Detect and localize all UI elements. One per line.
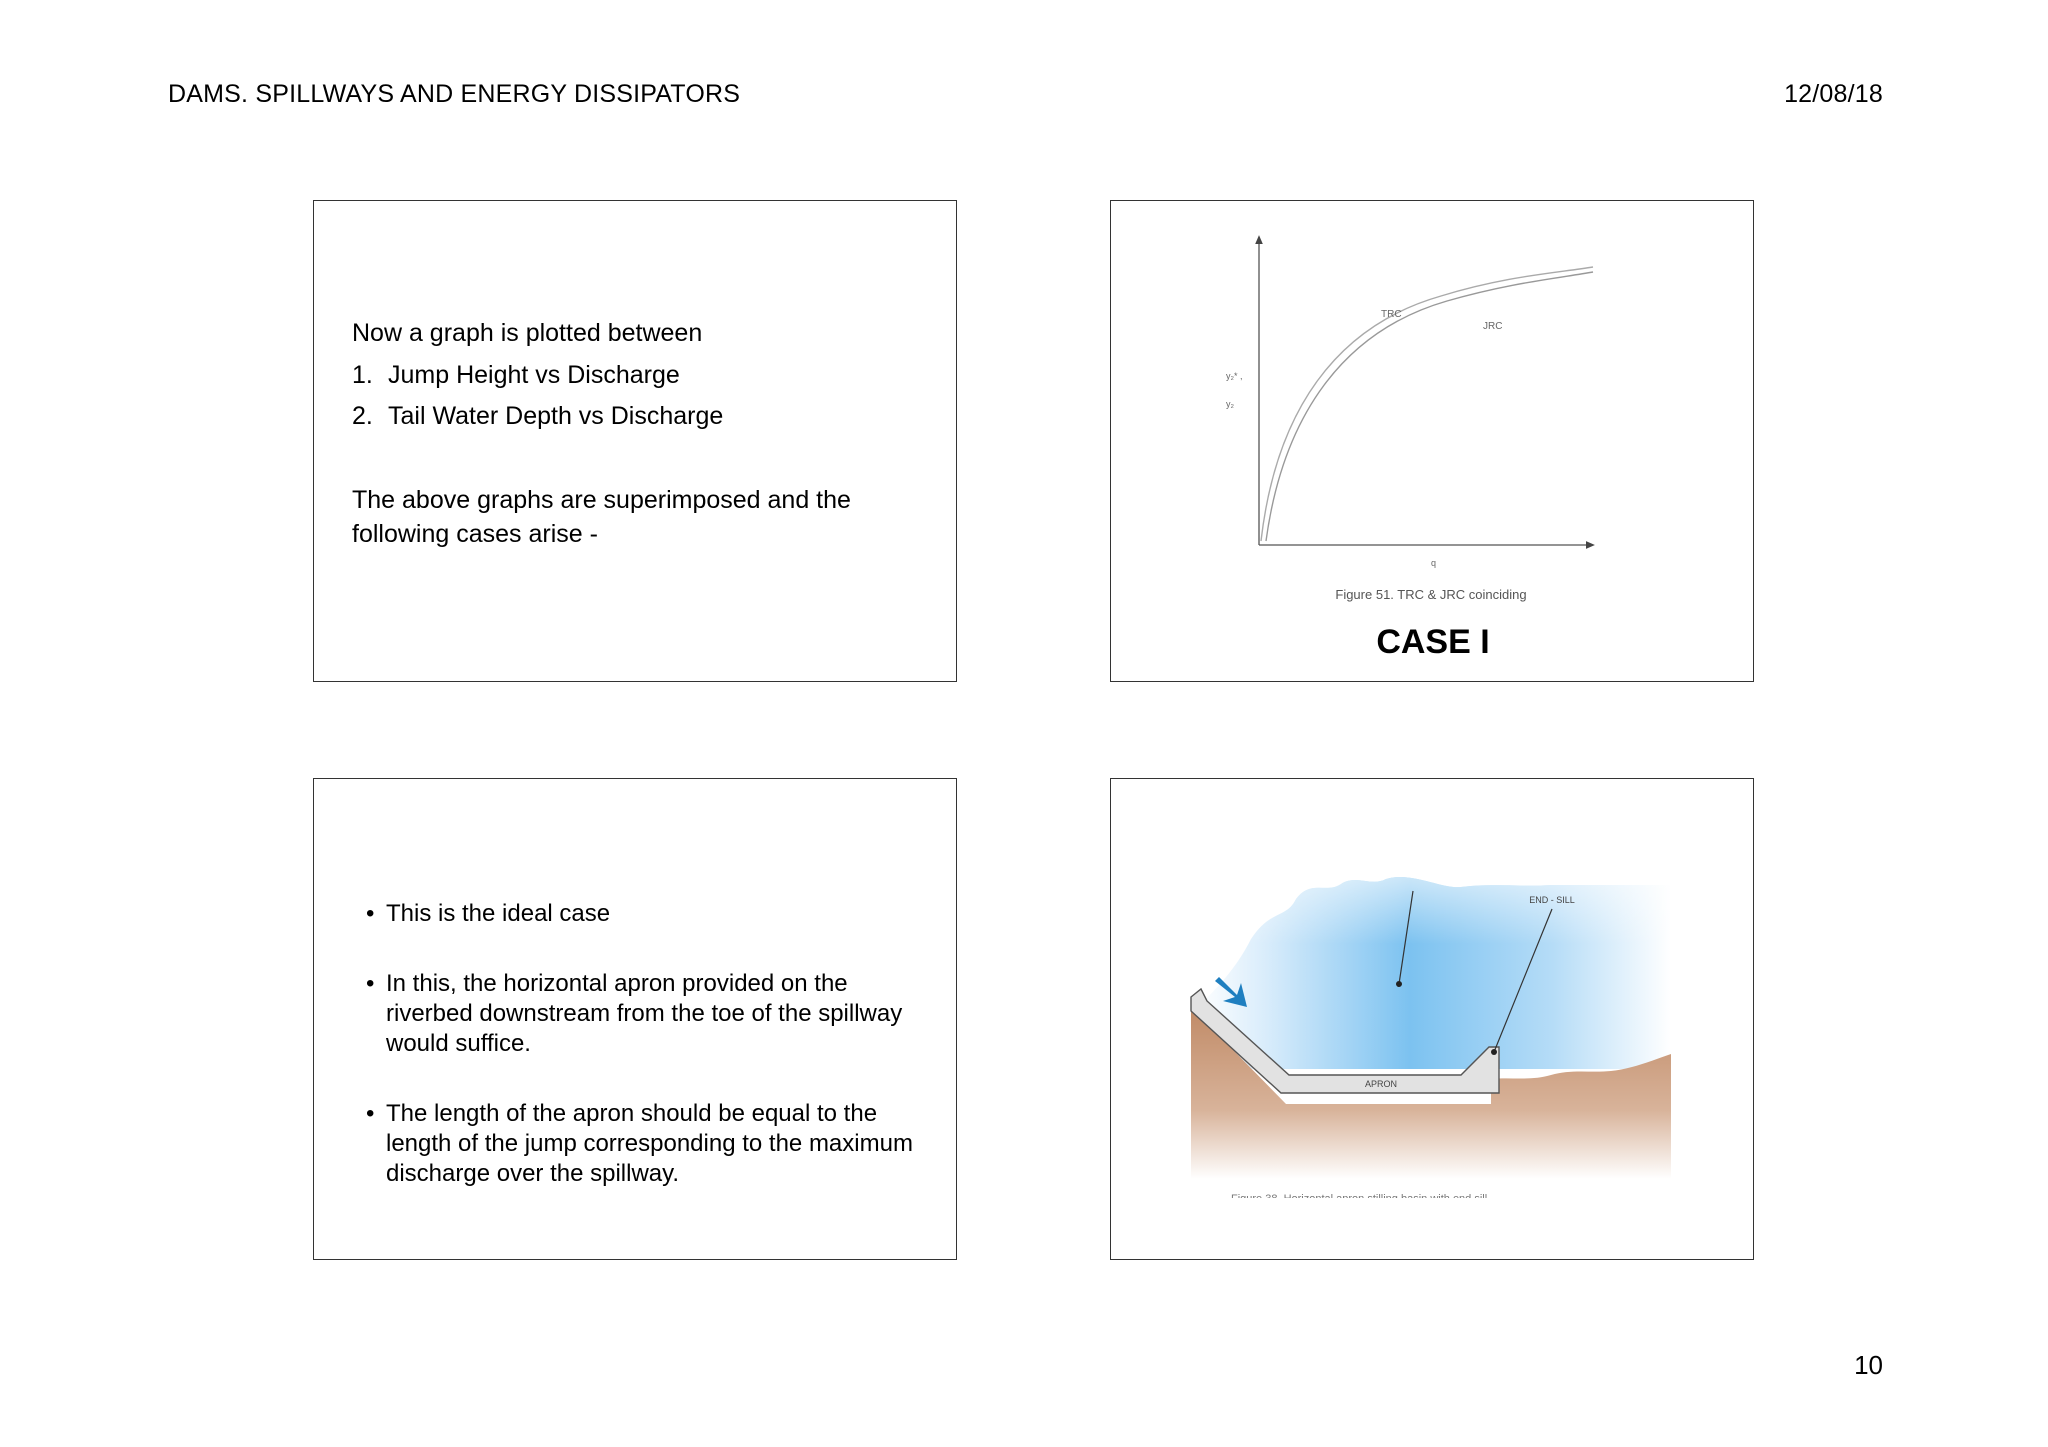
trc-label: TRC: [1381, 309, 1402, 320]
end-sill-leader-dot: [1491, 1049, 1497, 1055]
bullet-item: • This is the ideal case: [366, 900, 611, 927]
end-sill-label: END - SILL: [1529, 895, 1575, 905]
page-number: 10: [1854, 1350, 1883, 1380]
stilling-basin-illustration: [1111, 779, 1754, 1260]
figure-caption: Figure 38. Horizontal apron stilling basin with end sill: [1231, 1193, 1488, 1205]
document-date: 12/08/18: [1784, 80, 1883, 108]
document-title: DAMS. SPILLWAYS AND ENERGY DISSIPATORS: [168, 80, 741, 108]
apron-label: APRON: [1364, 1079, 1398, 1089]
bullet-item: • In this, the horizontal apron provided on the riverbed downstream from the toe of the spillway would suffice.: [366, 970, 903, 1057]
slide-intro-text: Now a graph is plotted between: [352, 319, 703, 347]
bullet-item: • The length of the apron should be equal to the length of the jump corresponding to the maximum discharge over the spillway.: [366, 1100, 913, 1187]
bullet-text: This is the ideal case: [386, 900, 611, 927]
jrc-label: JRC: [1483, 321, 1503, 332]
jrc-curve: [1266, 272, 1593, 541]
case-title: CASE I: [1376, 623, 1490, 661]
slide-paragraph: The above graphs are superimposed and the following cases arise -: [352, 486, 851, 548]
list-item-text: Jump Height vs Discharge: [388, 361, 680, 389]
bullet-text: The length of the apron should be equal to the length of the jump corresponding to the maximum discharge over the spillway.: [386, 1100, 913, 1187]
y-axis-label-y2: y₂: [1226, 399, 1234, 409]
numbered-list: [352, 361, 723, 443]
trc-jrc-graph: [1111, 201, 1754, 682]
slide-case-one-notes: [313, 778, 957, 1260]
y-axis-label-y2-star: y₂* ,: [1226, 371, 1243, 381]
list-number: 1.: [352, 361, 373, 389]
slide-case-one-graph: [1110, 200, 1754, 682]
list-item: [352, 361, 723, 402]
list-item: [352, 402, 723, 443]
x-axis-label: q: [1431, 558, 1437, 568]
figure-caption: Figure 51. TRC & JRC coinciding: [1335, 587, 1527, 602]
water-leader-dot: [1396, 981, 1402, 987]
bullet-list: [366, 899, 926, 1229]
slide-graph-intro: [313, 200, 957, 682]
slide-stilling-basin-diagram: [1110, 778, 1754, 1260]
list-number: 2.: [352, 402, 373, 430]
list-item-text: Tail Water Depth vs Discharge: [388, 402, 724, 430]
bullet-text: In this, the horizontal apron provided on the riverbed downstream from the toe of the spillway would suffice.: [386, 970, 903, 1057]
